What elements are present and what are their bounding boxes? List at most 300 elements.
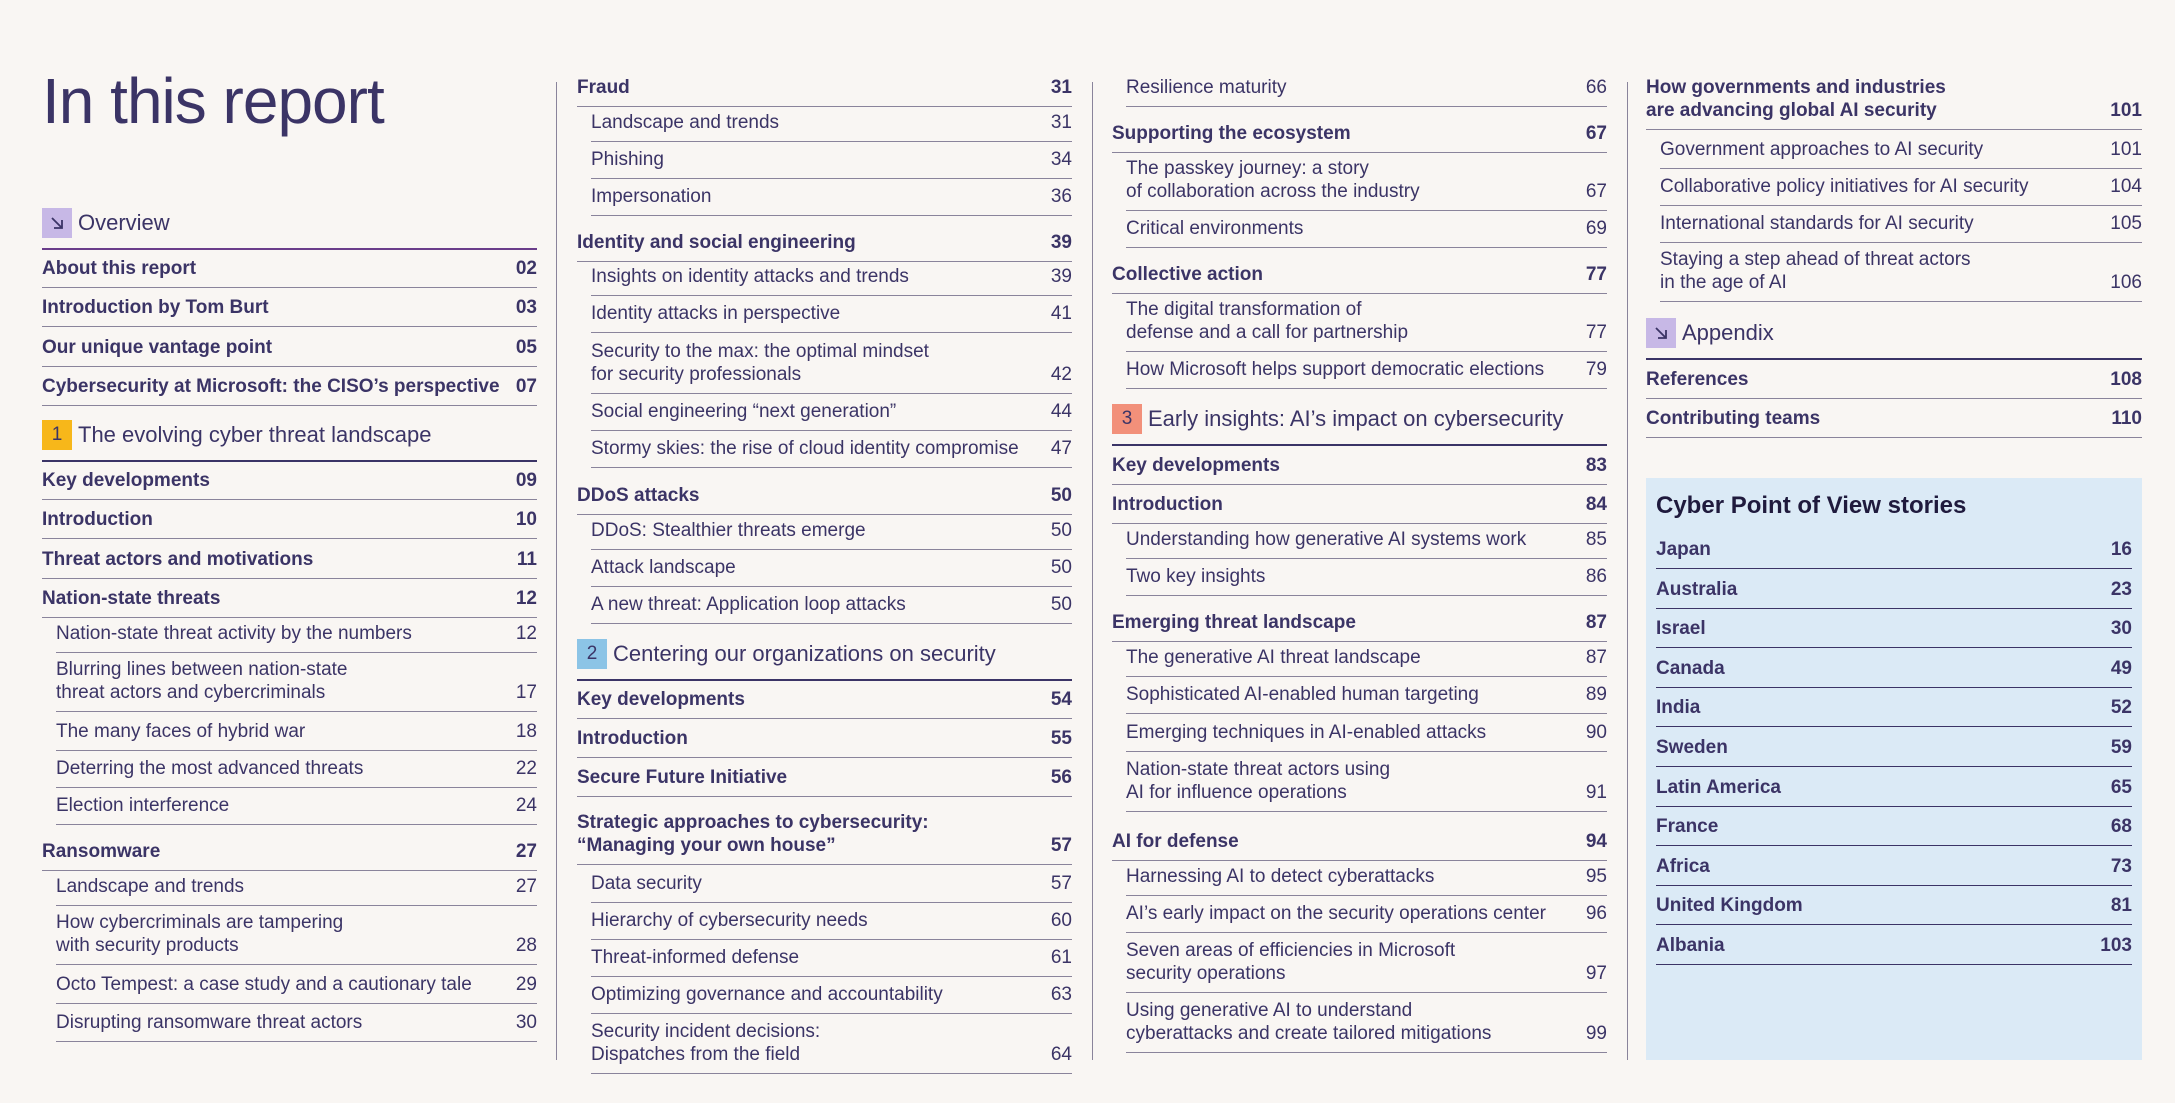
entry-title: Insights on identity attacks and trends <box>591 266 909 287</box>
toc-subentry[interactable] <box>577 111 1072 134</box>
page-number: 90 <box>1585 722 1607 743</box>
toc-subentry[interactable] <box>42 875 537 898</box>
toc-subentry[interactable] <box>1112 217 1607 240</box>
entry-title: Albania <box>1656 935 1725 956</box>
entry-rule <box>1656 964 2132 965</box>
toc-subentry[interactable] <box>577 302 1072 325</box>
section-title: Centering our organizations on security <box>613 641 996 666</box>
entry-rule <box>1126 1052 1607 1053</box>
page-number: 96 <box>1585 903 1607 924</box>
page-number: 31 <box>1050 77 1072 98</box>
entry-rule <box>1126 388 1607 389</box>
entry-rule <box>591 393 1072 394</box>
toc-entry[interactable] <box>1656 894 2132 917</box>
entry-title <box>1660 248 1971 294</box>
toc-subentry[interactable] <box>42 794 537 817</box>
entry-rule <box>1660 205 2142 206</box>
page-number: 61 <box>1050 947 1072 968</box>
page-number: 12 <box>515 623 537 644</box>
page-number: 10 <box>515 509 537 530</box>
page-number: 44 <box>1050 401 1072 422</box>
entry-rule <box>591 332 1072 333</box>
entry-title: Social engineering “next generation” <box>591 401 897 422</box>
entry-title: Collaborative policy initiatives for AI security <box>1660 176 2029 197</box>
entry-rule <box>56 750 537 751</box>
entry-rule <box>1656 766 2132 767</box>
entry-rule <box>1656 647 2132 648</box>
entry-title: Threat-informed defense <box>591 947 800 968</box>
entry-title: Canada <box>1656 657 1725 679</box>
toc-subentry[interactable] <box>577 185 1072 208</box>
entry-title: Collective action <box>1112 264 1263 285</box>
entry-title: How Microsoft helps support democratic elections <box>1126 359 1545 380</box>
page-number: 105 <box>2110 213 2142 234</box>
page-number: 101 <box>2110 100 2142 121</box>
page-number: 94 <box>1585 831 1607 852</box>
entry-title-line: for security professionals <box>591 364 802 385</box>
section-title: The evolving cyber threat landscape <box>78 422 432 447</box>
page-number: 87 <box>1585 612 1607 633</box>
toc-entry[interactable] <box>1656 538 2132 561</box>
column-divider <box>1627 82 1628 1060</box>
entry-title: Identity attacks in perspective <box>591 303 841 324</box>
toc-subentry[interactable] <box>577 983 1072 1006</box>
toc-subentry[interactable] <box>577 556 1072 579</box>
entry-rule <box>1126 351 1607 352</box>
entry-rule <box>591 623 1072 624</box>
section-appendix[interactable] <box>1646 318 2142 348</box>
page-number: 12 <box>515 588 537 609</box>
toc-subentry[interactable] <box>1112 939 1607 985</box>
entry-title <box>1126 758 1390 804</box>
entry-title: Key developments <box>577 689 745 710</box>
entry-rule <box>42 287 537 288</box>
toc-subentry[interactable] <box>1112 999 1607 1045</box>
page-number: 89 <box>1585 684 1607 705</box>
toc-entry[interactable] <box>577 766 1072 789</box>
page-number: 28 <box>515 935 537 956</box>
page-number: 81 <box>2110 895 2132 917</box>
entry-rule <box>56 1041 537 1042</box>
entry-title-line: are advancing global AI security <box>1646 100 1937 121</box>
toc-subentry[interactable] <box>1112 721 1607 744</box>
section-title: Overview <box>78 210 170 235</box>
toc-entry[interactable] <box>1112 122 1607 145</box>
toc-subentry[interactable] <box>42 911 537 957</box>
toc-subentry[interactable] <box>1112 76 1607 99</box>
page-number: 103 <box>2100 935 2132 956</box>
entry-title: Israel <box>1656 618 1706 640</box>
entry-rule <box>591 586 1072 587</box>
toc-subentry[interactable] <box>577 148 1072 171</box>
entry-title <box>1126 298 1408 344</box>
toc-entry[interactable] <box>1656 934 2132 957</box>
page-number: 57 <box>1050 835 1072 856</box>
toc-subentry[interactable] <box>577 437 1072 460</box>
entry-title <box>56 658 348 704</box>
entry-title: Japan <box>1656 539 1711 560</box>
entry-title: France <box>1656 816 1719 838</box>
entry-rule <box>1112 641 1607 642</box>
section-1[interactable] <box>42 420 537 450</box>
toc-entry[interactable] <box>1656 855 2132 878</box>
section-number: 3 <box>1112 404 1142 434</box>
entry-rule <box>1660 242 2142 243</box>
toc-subentry[interactable] <box>1112 902 1607 925</box>
entry-rule <box>1646 437 2142 438</box>
entry-rule <box>591 1073 1072 1074</box>
entry-title-line: Security incident decisions: <box>591 1021 821 1042</box>
entry-title: Understanding how generative AI systems work <box>1126 529 1527 550</box>
entry-rule <box>1656 687 2132 688</box>
entry-rule <box>56 964 537 965</box>
entry-title: Introduction <box>577 728 688 749</box>
entry-title: Ransomware <box>42 841 161 862</box>
entry-title-line: Staying a step ahead of threat actors <box>1660 249 1971 270</box>
toc-subentry[interactable] <box>577 340 1072 386</box>
entry-title: Nation-state threat activity by the numbers <box>56 623 412 644</box>
entry-rule <box>591 549 1072 550</box>
toc-subentry[interactable] <box>577 519 1072 542</box>
entry-rule <box>1112 293 1607 294</box>
toc-entry[interactable] <box>42 548 537 571</box>
page-number: 47 <box>1050 438 1072 459</box>
entry-title: Impersonation <box>591 186 712 207</box>
entry-title: India <box>1656 697 1701 719</box>
toc-entry[interactable] <box>42 336 537 359</box>
entry-title: Resilience maturity <box>1126 77 1287 98</box>
entry-title <box>1646 76 1946 122</box>
entry-rule <box>591 1013 1072 1014</box>
entry-title: DDoS attacks <box>577 485 700 506</box>
entry-rule <box>1656 924 2132 925</box>
toc-entry[interactable] <box>1656 736 2132 759</box>
toc-subentry[interactable] <box>1112 157 1607 203</box>
toc-subentry[interactable] <box>577 909 1072 932</box>
toc-entry[interactable] <box>1112 611 1607 634</box>
toc-entry[interactable] <box>1656 815 2132 838</box>
page-number: 79 <box>1585 359 1607 380</box>
toc-subentry[interactable] <box>42 1011 537 1034</box>
toc-subentry[interactable] <box>577 265 1072 288</box>
toc-subentry[interactable] <box>577 872 1072 895</box>
entry-rule <box>1112 152 1607 153</box>
toc-subentry[interactable] <box>42 757 537 780</box>
entry-title: Australia <box>1656 578 1738 600</box>
entry-rule <box>1660 301 2142 302</box>
page-number: 30 <box>2110 618 2132 640</box>
toc-subentry[interactable] <box>1112 528 1607 551</box>
toc-entry[interactable] <box>1656 578 2132 601</box>
arrow-down-right-icon <box>1646 318 1676 348</box>
entry-title: Deterring the most advanced threats <box>56 758 364 779</box>
entry-rule <box>1126 932 1607 933</box>
toc-entry[interactable] <box>42 257 537 280</box>
column-divider <box>1092 82 1093 1060</box>
page-number: 60 <box>1050 910 1072 931</box>
entry-title-line: The passkey journey: a story <box>1126 158 1369 179</box>
page-number: 54 <box>1050 689 1072 710</box>
page-number: 65 <box>2110 776 2132 798</box>
entry-rule <box>577 514 1072 515</box>
entry-title-line: defense and a call for partnership <box>1126 322 1409 343</box>
entry-rule <box>1646 398 2142 399</box>
page-number: 56 <box>1050 767 1072 788</box>
section-2[interactable] <box>577 639 1072 669</box>
toc-entry[interactable] <box>577 811 1072 857</box>
entry-title-line: threat actors and cybercriminals <box>56 682 326 703</box>
entry-rule <box>1126 676 1607 677</box>
entry-rule <box>1126 558 1607 559</box>
entry-title: Harnessing AI to detect cyberattacks <box>1126 866 1435 887</box>
entry-title: About this report <box>42 258 197 279</box>
toc-entry[interactable] <box>42 508 537 531</box>
entry-title: Octo Tempest: a case study and a cautionary tale <box>56 974 472 995</box>
entry-rule <box>1646 129 2142 130</box>
toc-entry[interactable] <box>42 840 537 863</box>
entry-title: Government approaches to AI security <box>1660 139 1984 160</box>
page-number: 101 <box>2110 139 2142 160</box>
entry-title: AI for defense <box>1112 831 1239 852</box>
page-number: 23 <box>2110 578 2132 600</box>
toc-entry[interactable] <box>1646 407 2142 430</box>
page-number: 39 <box>1050 232 1072 253</box>
entry-title-line: Seven areas of efficiencies in Microsoft <box>1126 940 1456 961</box>
entry-rule <box>591 902 1072 903</box>
page-number: 85 <box>1585 529 1607 550</box>
entry-title: Secure Future Initiative <box>577 767 788 788</box>
toc-entry[interactable] <box>42 587 537 610</box>
page-number: 50 <box>1050 485 1072 506</box>
toc-entry[interactable] <box>42 469 537 492</box>
toc-entry[interactable] <box>1656 696 2132 719</box>
toc-subentry[interactable] <box>42 720 537 743</box>
toc-subentry[interactable] <box>1112 758 1607 804</box>
toc-column-3 <box>1112 0 1607 1103</box>
toc-subentry[interactable] <box>1646 212 2142 235</box>
entry-title-line: of collaboration across the industry <box>1126 181 1420 202</box>
entry-title <box>591 1020 820 1066</box>
toc-entry[interactable] <box>1646 76 2142 122</box>
section-rule <box>1646 358 2142 360</box>
entry-rule <box>1112 484 1607 485</box>
page-number: 39 <box>1050 266 1072 287</box>
entry-rule <box>1656 845 2132 846</box>
page-number: 52 <box>2110 697 2132 719</box>
entry-title: Attack landscape <box>591 557 736 578</box>
entry-title: The generative AI threat landscape <box>1126 647 1421 668</box>
entry-title <box>1126 157 1420 203</box>
entry-title-line: Using generative AI to understand <box>1126 1000 1413 1021</box>
toc-subentry[interactable] <box>42 622 537 645</box>
entry-rule <box>591 976 1072 977</box>
entry-title: Key developments <box>42 470 210 491</box>
page-number: 29 <box>515 974 537 995</box>
page-number: 27 <box>515 841 537 862</box>
entry-title: International standards for AI security <box>1660 213 1974 234</box>
page-number: 57 <box>1050 873 1072 894</box>
section-rule <box>42 248 537 250</box>
entry-title-line: How cybercriminals are tampering <box>56 912 344 933</box>
entry-title-line: AI for influence operations <box>1126 782 1347 803</box>
page-number: 07 <box>515 376 537 397</box>
entry-title: Threat actors and motivations <box>42 549 314 570</box>
entry-rule <box>1656 726 2132 727</box>
entry-title: Introduction by Tom Burt <box>42 297 269 318</box>
toc-subentry[interactable] <box>1112 683 1607 706</box>
section-title: Early insights: AI’s impact on cybersecurity <box>1148 406 1564 431</box>
page-number: 91 <box>1585 782 1607 803</box>
toc-subentry[interactable] <box>1112 298 1607 344</box>
entry-title: Stormy skies: the rise of cloud identity compromise <box>591 438 1019 459</box>
toc-subentry[interactable] <box>1646 248 2142 294</box>
toc-entry[interactable] <box>1112 454 1607 477</box>
page-number: 30 <box>515 1012 537 1033</box>
page-number: 50 <box>1050 557 1072 578</box>
entry-title: AI’s early impact on the security operations center <box>1126 903 1546 924</box>
page-number: 67 <box>1585 181 1607 202</box>
toc-entry[interactable] <box>577 76 1072 99</box>
toc-subentry[interactable] <box>1112 565 1607 588</box>
toc-entry[interactable] <box>577 231 1072 254</box>
entry-rule <box>591 939 1072 940</box>
entry-title: The many faces of hybrid war <box>56 721 306 742</box>
page-number: 66 <box>1585 77 1607 98</box>
page-number: 24 <box>515 795 537 816</box>
entry-title: Disrupting ransomware threat actors <box>56 1012 363 1033</box>
toc-entry[interactable] <box>577 484 1072 507</box>
toc-column-2 <box>577 0 1072 1103</box>
toc-subentry[interactable] <box>577 946 1072 969</box>
page-number: 27 <box>515 876 537 897</box>
toc-entry[interactable] <box>577 688 1072 711</box>
section-rule <box>1112 444 1607 446</box>
entry-rule <box>577 106 1072 107</box>
entry-rule <box>1112 860 1607 861</box>
toc-subentry[interactable] <box>42 658 537 704</box>
entry-rule <box>42 617 537 618</box>
toc-subentry[interactable] <box>577 1020 1072 1066</box>
toc-subentry[interactable] <box>1112 358 1607 381</box>
entry-title: Landscape and trends <box>591 112 780 133</box>
entry-title: Sweden <box>1656 737 1728 758</box>
entry-rule <box>591 467 1072 468</box>
entry-rule <box>591 295 1072 296</box>
entry-title: Latin America <box>1656 776 1781 798</box>
entry-rule <box>42 405 537 406</box>
section-3[interactable] <box>1112 404 1607 434</box>
entry-title: A new threat: Application loop attacks <box>591 594 906 615</box>
entry-rule <box>42 538 537 539</box>
entry-title-line: in the age of AI <box>1660 272 1787 293</box>
entry-rule <box>56 711 537 712</box>
toc-entry[interactable] <box>1656 776 2132 799</box>
page-number: 22 <box>515 758 537 779</box>
page-number: 49 <box>2110 657 2132 679</box>
entry-title-line: How governments and industries <box>1646 77 1946 98</box>
entry-rule <box>1656 568 2132 569</box>
toc-subentry[interactable] <box>42 973 537 996</box>
toc-subentry[interactable] <box>1646 175 2142 198</box>
entry-rule <box>1112 523 1607 524</box>
entry-rule <box>42 326 537 327</box>
page-number: 73 <box>2110 855 2132 877</box>
entry-title-line: cyberattacks and create tailored mitigations <box>1126 1023 1492 1044</box>
toc-subentry[interactable] <box>1112 646 1607 669</box>
entry-rule <box>577 261 1072 262</box>
toc-entry[interactable] <box>1646 368 2142 391</box>
section-overview[interactable] <box>42 208 537 238</box>
toc-subentry[interactable] <box>1646 138 2142 161</box>
entry-title <box>1126 999 1491 1045</box>
entry-title: Nation-state threats <box>42 588 221 609</box>
entry-rule <box>577 796 1072 797</box>
toc-entry[interactable] <box>42 375 537 398</box>
entry-rule <box>591 141 1072 142</box>
entry-title: United Kingdom <box>1656 895 1803 917</box>
toc-column-1 <box>42 0 537 1103</box>
entry-rule <box>1656 885 2132 886</box>
toc-entry[interactable] <box>1656 617 2132 640</box>
entry-rule <box>56 652 537 653</box>
entry-title: Data security <box>591 873 702 894</box>
section-number: 1 <box>42 420 72 450</box>
entry-title: Phishing <box>591 149 664 170</box>
page-number: 86 <box>1585 566 1607 587</box>
page-number: 17 <box>515 682 537 703</box>
cyber-pov-title: Cyber Point of View stories <box>1656 492 1967 519</box>
entry-rule <box>591 178 1072 179</box>
page-number: 11 <box>516 549 537 570</box>
page-number: 42 <box>1050 364 1072 385</box>
entry-title: Supporting the ecosystem <box>1112 123 1351 144</box>
entry-rule <box>1126 751 1607 752</box>
toc-subentry[interactable] <box>577 593 1072 616</box>
toc-subentry[interactable] <box>1112 865 1607 888</box>
entry-rule <box>591 215 1072 216</box>
toc-subentry[interactable] <box>577 400 1072 423</box>
entry-title <box>1126 939 1455 985</box>
page-number: 108 <box>2110 369 2142 390</box>
entry-rule <box>1126 247 1607 248</box>
page-number: 63 <box>1050 984 1072 1005</box>
entry-title-line: Nation-state threat actors using <box>1126 759 1391 780</box>
toc-entry[interactable] <box>1112 493 1607 516</box>
entry-title: Our unique vantage point <box>42 337 273 358</box>
page-number: 09 <box>515 470 537 491</box>
page-number: 87 <box>1585 647 1607 668</box>
entry-title: Landscape and trends <box>56 876 245 897</box>
entry-title: Africa <box>1656 855 1710 877</box>
toc-entry[interactable] <box>1656 657 2132 680</box>
toc-entry[interactable] <box>1112 830 1607 853</box>
toc-entry[interactable] <box>1112 263 1607 286</box>
entry-rule <box>56 905 537 906</box>
arrow-down-right-icon <box>42 208 72 238</box>
entry-rule <box>42 870 537 871</box>
section-rule <box>42 460 537 462</box>
page-number: 68 <box>2110 816 2132 838</box>
entry-title: Election interference <box>56 795 230 816</box>
page-number: 36 <box>1050 186 1072 207</box>
page-number: 84 <box>1585 494 1607 515</box>
toc-entry[interactable] <box>577 727 1072 750</box>
entry-rule <box>1126 811 1607 812</box>
entry-title-line: Dispatches from the field <box>591 1044 801 1065</box>
page-number: 31 <box>1050 112 1072 133</box>
toc-entry[interactable] <box>42 296 537 319</box>
entry-title: Cybersecurity at Microsoft: the CISO’s perspective <box>42 376 500 397</box>
